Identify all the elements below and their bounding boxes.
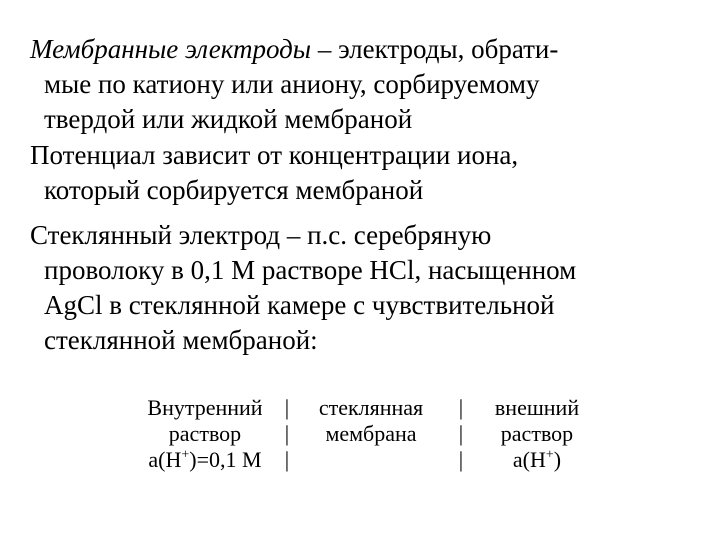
glass-electrode-line-2: проволоку в 0,1 М растворе HCl, насыщенном bbox=[44, 255, 577, 285]
definition-line-1-rest: – электроды, обрати- bbox=[311, 34, 559, 64]
scheme-separator: | bbox=[458, 447, 464, 472]
potential-paragraph bbox=[30, 138, 700, 208]
scheme-outer-label: внешний bbox=[494, 395, 580, 420]
scheme-inner-solution: раствор bbox=[168, 421, 242, 446]
scheme-separator: | bbox=[458, 421, 464, 446]
scheme-outer-solution: раствор bbox=[500, 421, 574, 446]
scheme-separator: | bbox=[284, 395, 290, 420]
scheme-inner-activity bbox=[130, 447, 280, 473]
scheme-membrane-word: мембрана bbox=[325, 421, 417, 446]
glass-electrode-line-4: стеклянной мембраной: bbox=[44, 325, 318, 355]
term-membrane-electrodes: Мембранные электроды bbox=[30, 34, 312, 64]
inner-activity-charge: + bbox=[181, 447, 190, 463]
scheme-separator: | bbox=[284, 447, 290, 472]
glass-electrode-line-3: AgCl в стеклянной камере с чувствительной bbox=[44, 290, 555, 320]
definition-line-1 bbox=[30, 32, 700, 67]
outer-activity-prefix: a(H bbox=[512, 447, 546, 472]
scheme-separator: | bbox=[284, 421, 290, 446]
scheme-membrane-label: стеклянная bbox=[318, 395, 424, 420]
potential-line-2: который сорбируется мембраной bbox=[44, 175, 424, 205]
potential-line-1: Потенциал зависит от концентрации иона, bbox=[30, 140, 519, 170]
inner-activity-value: )=0,1 М bbox=[189, 447, 262, 472]
inner-activity-prefix: a(H bbox=[148, 447, 182, 472]
scheme-inner-label: Внутренний bbox=[147, 395, 263, 420]
scheme-separator: | bbox=[458, 395, 464, 420]
scheme-outer-activity bbox=[472, 447, 602, 473]
outer-activity-charge: + bbox=[545, 447, 554, 463]
definition-paragraph bbox=[30, 32, 700, 137]
definition-line-2: мые по катиону или аниону, сорбируемому bbox=[44, 69, 540, 99]
glass-electrode-line-1: Стеклянный электрод – п.с. серебряную bbox=[30, 220, 492, 250]
glass-electrode-paragraph bbox=[30, 218, 700, 358]
definition-line-3: твердой или жидкой мембраной bbox=[44, 104, 413, 134]
outer-activity-suffix: ) bbox=[553, 447, 562, 472]
